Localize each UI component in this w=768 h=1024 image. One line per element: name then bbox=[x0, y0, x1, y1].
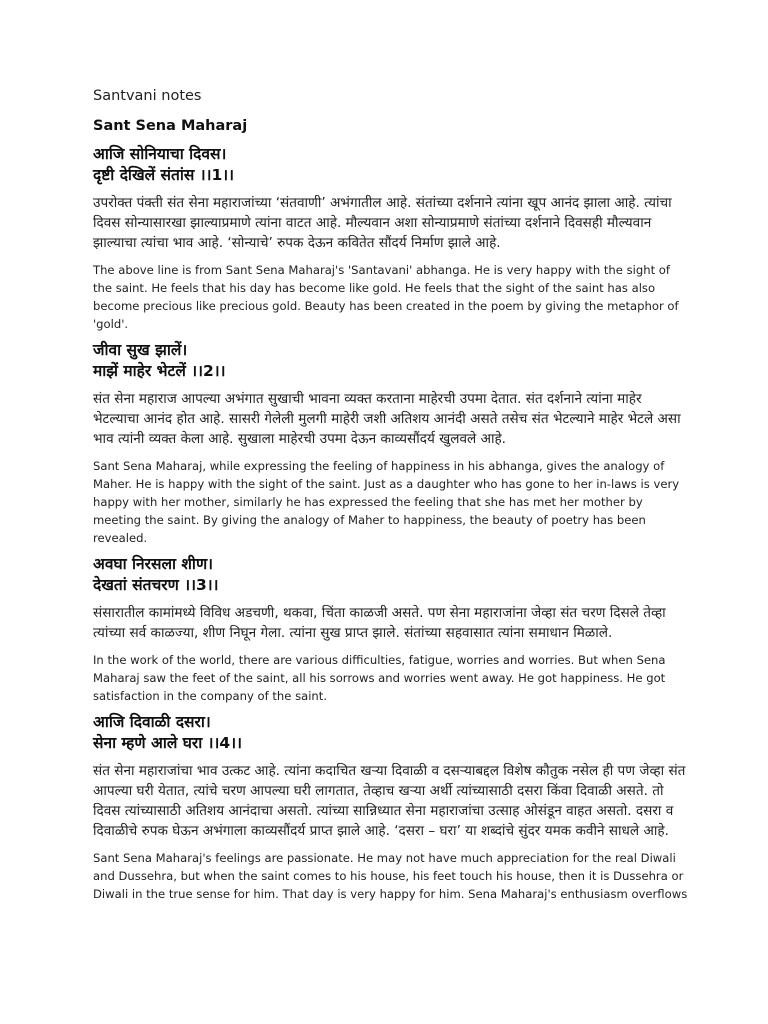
english-explanation: Sant Sena Maharaj's feelings are passionate. He may not have much appreciation for the real Diwali and Dussehra, but when the saint comes to his house, his feet touch his house, then it is Dussehra or Diwali in the true sense for him. That day is very happy for him. Sena Maharaj's enthusiasm overflows bbox=[93, 851, 688, 901]
verse-3 bbox=[93, 554, 692, 596]
verse-line: देखतां संतचरण ।।3।। bbox=[93, 576, 219, 594]
marathi-explanation: उपरोक्त पंक्ती संत सेना महाराजांच्या ‘संतवाणी’ अभंगातील आहे. संतांच्या दर्शनाने त्यांना खूप आनंद झाला आहे. त्यांचा दिवस सोन्यासारखा झाल्याप्रमाणे त्यांना वाटत आहे. मौल्यवान अशा सोन्याप्रमाणे संतांच्या दर्शनाने दिवसही मौल्यवान झाल्याचा त्यांचा भाव आहे. ‘सोन्याचे’ रुपक देऊन कवितेत सौंदर्य निर्माण झाले आहे. bbox=[93, 195, 672, 251]
verse-4 bbox=[93, 712, 692, 754]
verse-section-2 bbox=[93, 340, 692, 547]
marathi-explanation: संसारातील कामांमध्ये विविध अडचणी, थकवा, चिंता काळजी असते. पण सेना महाराजांना जेव्हा संत चरण दिसले तेव्हा त्यांच्या सर्व काळज्या, शीण निघून गेला. त्यांना सुख प्राप्त झाले. संतांच्या सहवासात त्यांना समाधान मिळाले. bbox=[93, 605, 666, 641]
english-explanation: The above line is from Sant Sena Maharaj's 'Santavani' abhanga. He is very happy with the sight of the saint. He feels that his day has become like gold. He feels that the sight of the saint has also become precious like precious gold. Beauty has been created in the poem by giving the metaphor of 'gold'. bbox=[93, 263, 679, 331]
verse-line: आजि दिवाळी दसरा। bbox=[93, 713, 211, 731]
verse-line: आजि सोनियाचा दिवस। bbox=[93, 145, 227, 163]
english-explanation: In the work of the world, there are various difficulties, fatigue, worries and worries. But when Sena Maharaj saw the feet of the saint, all his sorrows and worries went away. He got happiness. He got satisfaction in the company of the saint. bbox=[93, 653, 666, 703]
marathi-explanation: संत सेना महाराज आपल्या अभंगात सुखाची भावना व्यक्त करताना माहेरची उपमा देतात. संत दर्शनाने त्यांना माहेर भेटल्याचा आनंद होत आहे. सासरी गेलेली मुलगी माहेरी जशी अतिशय आनंदी असते तसेच संत भेटल्याने माहेर भेटले असा भाव त्यांनी व्यक्त केला आहे. सुखाला माहेरची उपमा देऊन काव्यसौंदर्य खुलवले आहे. bbox=[93, 391, 681, 447]
verse-section-4 bbox=[93, 712, 692, 903]
verse-2 bbox=[93, 340, 692, 382]
document-title: Sant Sena Maharaj bbox=[93, 118, 248, 134]
verse-section-3 bbox=[93, 554, 692, 705]
verse-line: दृष्टी देखिलें संतांस ।।1।। bbox=[93, 166, 235, 184]
verse-line: अवघा निरसला शीण। bbox=[93, 555, 214, 573]
english-explanation: Sant Sena Maharaj, while expressing the feeling of happiness in his abhanga, gives the analogy of Maher. He is happy with the sight of the saint. Just as a daughter who has gone to her in-laws is very happy with her mother, similarly he has expressed the feeling that she has met her mother by meeting the saint. By giving the analogy of Maher to happiness, the beauty of poetry has been revealed. bbox=[93, 459, 680, 545]
verse-line: माझें माहेर भेटलें ।।2।। bbox=[93, 362, 226, 380]
marathi-explanation: संत सेना महाराजांचा भाव उत्कट आहे. त्यांना कदाचित खऱ्या दिवाळी व दसऱ्याबद्दल विशेष कौतुक नसेल ही पण जेव्हा संत आपल्या घरी येतात, त्यांचे चरण आपल्या घरी लागतात, तेव्हाच खऱ्या अर्थी त्यांच्यासाठी दसरा किंवा दिवाळी असते. तो दिवस त्यांच्यासाठी अतिशय आनंदाचा असतो. त्यांच्या सान्निध्यात सेना महाराजांचा उत्साह ओसंडून वाहत असतो. दसरा व दिवाळीचे रुपक घेऊन अभंगाला काव्यसौंदर्य प्राप्त झाले आहे. ‘दसरा – घरा’ या शब्दांचे सुंदर यमक कवीने साधले आहे. bbox=[93, 763, 686, 839]
verse-line: जीवा सुख झालें। bbox=[93, 341, 188, 359]
document-heading: Santvani notes bbox=[93, 88, 202, 104]
verse-section-1 bbox=[93, 144, 692, 333]
verse-line: सेना म्हणे आले घरा ।।4।। bbox=[93, 734, 242, 752]
verse-1 bbox=[93, 144, 692, 186]
